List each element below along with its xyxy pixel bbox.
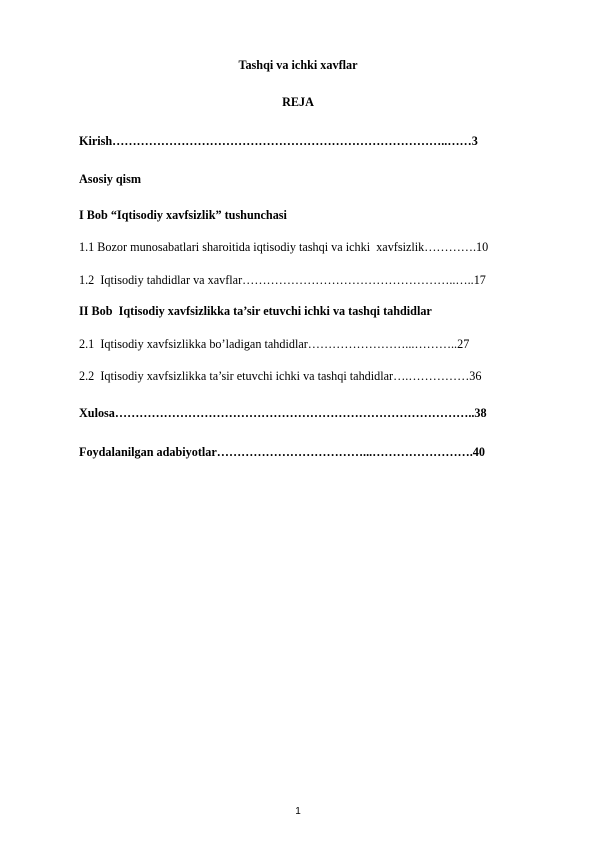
toc-item-references: Foydalanilgan adabiyotlar………………………………...…………………….40 (79, 445, 485, 459)
toc-item-1-2: 1.2 Iqtisodiy tahdidlar va xavflar……………………………………………..…..17 (79, 273, 486, 287)
toc-item-xulosa: Xulosa……………………………………………………………………………..38 (79, 406, 487, 420)
document-title: Tashqi va ichki xavflar (238, 58, 358, 72)
toc-item-2-2: 2.2 Iqtisodiy xavfsizlikka ta’sir etuvchi ichki va tashqi tahdidlar….……………36 (79, 369, 482, 383)
toc-item-chapter-2: II Bob Iqtisodiy xavfsizlikka ta’sir etuvchi ichki va tashqi tahdidlar (79, 304, 432, 318)
page-number: 1 (295, 806, 301, 817)
toc-item-chapter-1: I Bob “Iqtisodiy xavfsizlik” tushunchasi (79, 208, 287, 222)
toc-item-kirish: Kirish………………………………………………………………………..……3 (79, 134, 478, 148)
toc-item-2-1: 2.1 Iqtisodiy xavfsizlikka bo’ladigan tahdidlar……………………...………..27 (79, 337, 470, 351)
toc-item-asosiy-qism: Asosiy qism (79, 172, 141, 186)
toc-item-1-1: 1.1 Bozor munosabatlari sharoitida iqtisodiy tashqi va ichki xavfsizlik………….10 (79, 240, 489, 254)
reja-heading: REJA (282, 95, 314, 109)
